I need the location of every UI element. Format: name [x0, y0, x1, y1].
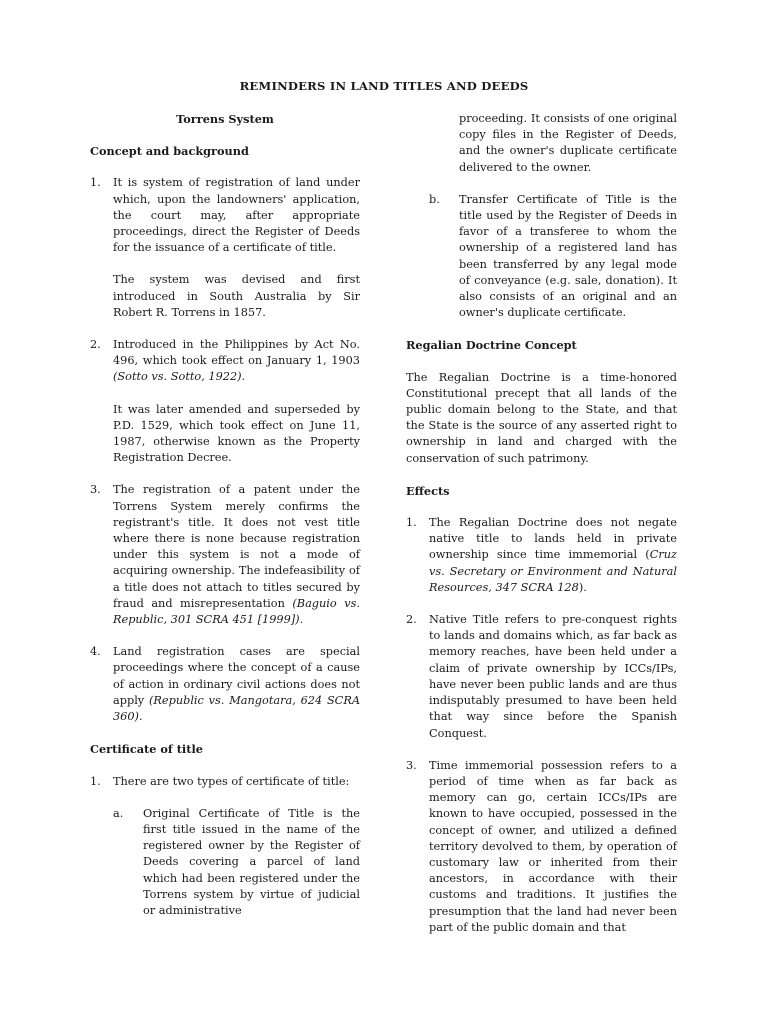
- item-text: The registration of a patent under the Torrens System merely confirms the registrant's title. It does not vest title where there is none because registration under this system is not a mode of acquiring ownership. The indefeasibility of a title does not attach to titles secured by fraud and misrepresentation: [113, 483, 360, 610]
- sub-item-text: Original Certificate of Title is the first title issued in the name of the registered owner by the Register of Deeds covering a parcel of land which had been registered under the Torrens system by virtue of judicial or administrative: [143, 806, 360, 917]
- item-number: 3.: [406, 758, 417, 772]
- item-text: It was later amended and superseded by P.D. 1529, which took effect on June 11, 1987, otherwise known as the Property Registration Decree.: [113, 402, 360, 465]
- list-item: [90, 272, 360, 321]
- list-item: [90, 175, 360, 256]
- effects-heading: Effects: [406, 483, 450, 498]
- item-paragraph: [113, 644, 360, 725]
- item-text: There are two types of certificate of title:: [113, 774, 350, 788]
- item-paragraph: [113, 337, 360, 386]
- regalian-paragraph: The Regalian Doctrine is a time-honored Constitutional precept that all lands of the public domain belong to the State, and that the State is the source of any asserted right to ownership in land and charged with the conservation of such patrimony.: [406, 370, 677, 465]
- case-citation: (Sotto vs. Sotto, 1922).: [113, 370, 246, 384]
- list-item: [90, 337, 360, 386]
- case-citation: Cruz vs. Secretary or Environment and Natural Resources, 347 SCRA 128: [429, 548, 677, 594]
- item-text: Time immemorial possession refers to a period of time when as far back as memory can go, certain ICCs/IPs are known to have occupied, possessed in the concept of owner, and utilized a defined territory devolved to them, by operation of customary law or inherited from their ancestors, in accordance with their customs and traditions. It justifies the presumption that the land had never been part of the public domain and that: [429, 758, 677, 934]
- item-number: 4.: [90, 645, 101, 659]
- right-column: [406, 111, 677, 936]
- item-number: 1.: [90, 774, 101, 788]
- item-text: Native Title refers to pre-conquest rights to lands and domains which, as far back as memory reaches, have been held under a claim of private ownership by ICCs/IPs, have never been public lands and are thus indisputably presumed to have been held that way since before the Spanish Conquest.: [429, 613, 677, 740]
- item-number: 2.: [90, 338, 101, 352]
- list-item: [90, 482, 360, 628]
- item-tail: ).: [578, 580, 587, 594]
- item-paragraph: [113, 482, 360, 628]
- section-title: Torrens System: [176, 112, 274, 126]
- case-citation: (Baguio vs. Republic, 301 SCRA 451 [1999]).: [113, 596, 360, 627]
- sub-item-text: proceeding. It consists of one original copy files in the Register of Deeds, and the owner's duplicate certificate delivered to the owner.: [459, 112, 677, 174]
- sub-item-letter: b.: [429, 192, 440, 206]
- regalian-heading: Regalian Doctrine Concept: [406, 338, 577, 353]
- concept-heading: Concept and background: [90, 144, 249, 159]
- list-item: [90, 644, 360, 725]
- certificate-heading: Certificate of title: [90, 742, 203, 757]
- document-title: REMINDERS IN LAND TITLES AND DEEDS: [239, 79, 529, 93]
- item-text: The system was devised and first introduced in South Australia by Sir Robert R. Torrens in 1857.: [113, 273, 360, 319]
- item-number: 1.: [90, 176, 101, 190]
- sub-item-text: Transfer Certificate of Title is the title used by the Register of Deeds in favor of a transferee to whom the ownership of a registered land has been transferred by any legal mode of conveyance (e.g. sale, donation). It also consists of an original and an owner's duplicate certificate.: [459, 192, 677, 320]
- case-citation: (Republic vs. Mangotara, 624 SCRA 360).: [113, 693, 360, 724]
- item-number: 1.: [406, 516, 417, 530]
- sub-item-a: [113, 806, 360, 919]
- sub-item-letter: a.: [113, 806, 124, 820]
- item-text: Introduced in the Philippines by Act No. 496, which took effect on January 1, 1903: [113, 338, 360, 368]
- sub-item-b: [429, 192, 677, 322]
- sub-item-a-continued: [429, 111, 677, 176]
- list-item: [90, 402, 360, 467]
- list-item: [406, 758, 677, 936]
- item-number: 2.: [406, 613, 417, 627]
- item-paragraph: [429, 515, 677, 596]
- list-item: [406, 612, 677, 742]
- item-text: It is system of registration of land under which, upon the landowners' application, the court may, after appropriate proceedings, direct the Register of Deeds for the issuance of a certificate of title.: [113, 176, 360, 255]
- item-text: The Regalian Doctrine does not negate native title to lands held in private ownership since time immemorial (: [429, 516, 677, 562]
- list-item: [406, 515, 677, 596]
- item-text: Land registration cases are special proceedings where the concept of a cause of action in ordinary civil actions does not apply: [113, 645, 360, 707]
- left-column: [90, 111, 360, 919]
- item-number: 3.: [90, 483, 101, 497]
- list-item: [90, 774, 360, 790]
